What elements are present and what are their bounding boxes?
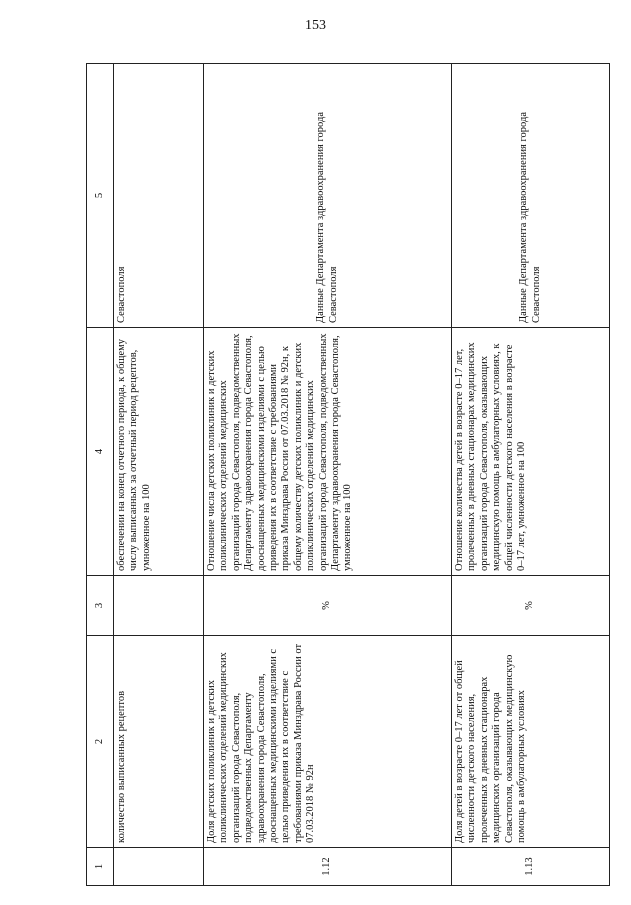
- column-header: 2: [87, 636, 114, 848]
- row-number: 1.13: [452, 848, 610, 886]
- page-number: 153: [305, 18, 326, 33]
- column-header: 1: [87, 848, 114, 886]
- row-number: 1.12: [204, 848, 452, 886]
- unit-cell: %: [204, 576, 452, 636]
- column-header: 4: [87, 328, 114, 576]
- column-header: 3: [87, 576, 114, 636]
- indicator-name: Доля детских поликлиник и детских поликлинических отделений медицинских организаций города Севастополя, подведомственных Департаменту здравоохранения города Севастополя, дооснащенных медицинскими изделиями с целью приведения их в соответствие с требованиями приказа Минздрава России от 07.03.2018 № 92н: [204, 636, 452, 848]
- indicator-name: Доля детей в возрасте 0–17 лет от общей численности детского населения, пролеченных в дневных стационарах медицинских организаций города Севастополя, оказывающих медицинскую помощь в амбулаторных условиях: [452, 636, 610, 848]
- calculation-method: обеспечении на конец отчетного периода, к общему числу выписанных за отчетный период рецептов, умноженное на 100: [114, 328, 204, 576]
- indicators-table: [86, 63, 610, 886]
- row-number: [114, 848, 204, 886]
- table-row: [204, 64, 452, 886]
- data-source: Данные Департамента здравоохранения города Севастополя: [204, 64, 452, 328]
- indicator-name: количество выписанных рецептов: [114, 636, 204, 848]
- calculation-method: Отношение количества детей в возрасте 0–17 лет, пролеченных в дневных стационарах медицинских организаций города Севастополя, оказывающих медицинскую помощь в амбулаторных условиях, к общей численности детского населения в возрасте 0–17 лет, умноженное на 100: [452, 328, 610, 576]
- data-source: Севастополя: [114, 64, 204, 328]
- calculation-method: Отношение числа детских поликлиник и детских поликлинических отделений медицинских организаций города Севастополя, подведомственных Департаменту здравоохранения города Севастополя, дооснащенных медицинскими изделиями с целью приведения их в соответствие с требованиями приказа Минздрава России от 07.03.2018 № 92н, к общему количеству детских поликлиник и детских поликлинических отделений медицинских организаций города Севастополя, подведомственных Департаменту здравоохранения города Севастополя, умноженное на 100: [204, 328, 452, 576]
- table-row: [452, 64, 610, 886]
- table-row: [114, 64, 204, 886]
- rotated-table-container: [86, 64, 605, 886]
- column-header: 5: [87, 64, 114, 328]
- table-header-row: [87, 64, 114, 886]
- data-source: Данные Департамента здравоохранения города Севастополя: [452, 64, 610, 328]
- unit-cell: [114, 576, 204, 636]
- unit-cell: %: [452, 576, 610, 636]
